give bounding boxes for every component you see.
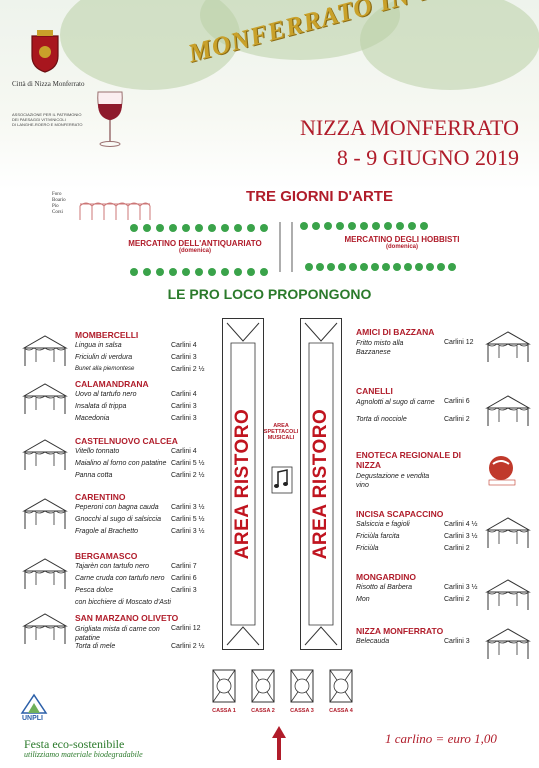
market-stall-dot [169, 268, 177, 276]
market-stall-dot [169, 224, 177, 232]
carlino-exchange: 1 carlino = euro 1,00 [385, 731, 497, 746]
menu-row [75, 516, 215, 528]
dish-price: Carlini 5 ½ [171, 460, 205, 467]
dish-name: Pesca dolce [75, 587, 114, 594]
market-stall-dot [305, 263, 313, 271]
foro-boario-label: Foro Boario Pio Corsi [52, 192, 66, 215]
menu-row [356, 545, 486, 557]
market-stall-dot [316, 263, 324, 271]
gazebo-tent-icon [22, 382, 68, 416]
market-stall-dot [221, 224, 229, 232]
gazebo-tent [485, 394, 531, 433]
city-label: Città di Nizza Monferrato [12, 80, 85, 88]
dish-price: Carlini 3 [444, 638, 470, 645]
place-title: NIZZA MONFERRATO [299, 115, 519, 140]
menu-row [75, 625, 215, 643]
dish-name: Macedonia [75, 415, 110, 422]
cassa-label: CASSA 2 [251, 708, 275, 714]
dish-name: Insalata di trippa [75, 403, 127, 410]
dish-price: Carlini 6 [444, 398, 470, 405]
market-stall-dot [208, 224, 216, 232]
gazebo-tent-icon [485, 578, 531, 612]
dates-title: 8 - 9 GIUGNO 2019 [336, 145, 519, 170]
gazebo-tent-icon [485, 627, 531, 661]
dish-name: Fragole al Brachetto [75, 528, 139, 535]
market-stall-dot [195, 268, 203, 276]
market-stall-dot [426, 263, 434, 271]
market-stall-dot [312, 222, 320, 230]
market-stall-dot [234, 268, 242, 276]
area-ristoro-label: AREA RISTORO [232, 408, 253, 560]
dish-price: Carlini 12 [171, 625, 201, 632]
menu-row [356, 596, 486, 608]
market-stall-dot [360, 222, 368, 230]
stall-name: MONGARDINO [356, 572, 416, 582]
market-stall-dot [336, 222, 344, 230]
dish-name: Maialino al forno con patatine [75, 460, 167, 467]
association-text: ASSOCIAZIONE PER IL PATRIMONIO DEI PAESAGGI VITIVINICOLI DI LANGHE-ROERO E MONFERRATO [12, 112, 83, 127]
dish-name: Lingua in salsa [75, 342, 122, 349]
menu-row [75, 472, 215, 484]
dish-name: Agnolotti al sugo di carne [356, 399, 435, 406]
menu-row [75, 575, 215, 587]
dish-name: Friciulin di verdura [75, 354, 133, 361]
stall-block [75, 330, 215, 378]
market-stall-dot [247, 268, 255, 276]
cassa-booth-icon [248, 668, 278, 704]
wine-glass-icon [90, 90, 130, 150]
menu-row [356, 339, 486, 357]
menu-row [75, 354, 215, 366]
eco-title: Festa eco-sostenibile [24, 737, 125, 751]
dish-name: Salsiccia e fagioli [356, 521, 410, 528]
menu-row [75, 563, 215, 575]
gazebo-tent-icon [22, 334, 68, 368]
market-stall-dot [448, 263, 456, 271]
stall-block [75, 492, 215, 540]
dish-name: Uovo al tartufo nero [75, 391, 137, 398]
market-stall-dot [300, 222, 308, 230]
market-stall-dot [404, 263, 412, 271]
gazebo-tent-icon [22, 497, 68, 531]
pro-loco-title: LE PRO LOCO PROPONGONO [167, 286, 372, 302]
menu-row [75, 587, 215, 599]
market-stall-dot [371, 263, 379, 271]
menu-row [356, 416, 486, 428]
menu-row [356, 638, 486, 650]
stall-block [356, 509, 486, 557]
area-spettacoli-label: AREA SPETTACOLI MUSICALI [263, 423, 299, 441]
stall-name: ENOTECA REGIONALE DI NIZZA [356, 450, 461, 470]
dish-name: Tajarèn con tartufo nero [75, 563, 150, 570]
cassa-booth-icon [209, 668, 239, 704]
dish-price: Carlini 3 [171, 587, 197, 594]
tre-giorni-arte-title: TRE GIORNI D'ARTE [246, 188, 393, 205]
dish-price: Carlini 12 [444, 339, 474, 346]
menu-row [75, 391, 215, 403]
gazebo-tent [22, 557, 68, 596]
dish-name: Risotto al Barbera [356, 584, 413, 591]
market-stall-dot [260, 268, 268, 276]
market-stall-dot [182, 224, 190, 232]
market-stall-dot [234, 224, 242, 232]
market-stall-dot [437, 263, 445, 271]
market-stall-dot [260, 224, 268, 232]
market-divider-lines [276, 222, 296, 272]
stall-block [75, 613, 215, 655]
stall-block [75, 551, 215, 611]
dish-price: Carlini 4 [171, 342, 197, 349]
menu-row [75, 415, 215, 427]
market-stall-dot [393, 263, 401, 271]
menu-row [75, 342, 215, 354]
market-antiquariato-label: MERCATINO DELL'ANTIQUARIATO (domenica) [128, 239, 262, 254]
dish-name: Torta di nocciole [356, 416, 407, 423]
market-stall-dot [156, 224, 164, 232]
dish-price: Carlini 5 ½ [171, 516, 205, 523]
stall-name: CARENTINO [75, 492, 126, 502]
stall-name: BERGAMASCO [75, 551, 138, 561]
menu-row [75, 643, 215, 655]
dish-price: Carlini 3 ½ [444, 584, 478, 591]
stall-block [356, 572, 486, 608]
stall-name: CANELLI [356, 386, 393, 396]
dish-price: Carlini 2 ½ [171, 472, 205, 479]
menu-row [356, 472, 486, 490]
stall-block [75, 436, 215, 484]
dish-name: Mon [356, 596, 370, 603]
stall-block [356, 450, 486, 490]
dish-name: con bicchiere di Moscato d'Asti [75, 599, 171, 606]
dish-price: Carlini 3 [171, 415, 197, 422]
market-stall-dot [143, 268, 151, 276]
dish-price: Carlini 6 [171, 575, 197, 582]
dish-name: Grigliata mista di carne con patatine [75, 626, 160, 642]
market-stall-dot [415, 263, 423, 271]
eco-subtitle: utilizziamo materiale biodegradabile [24, 750, 143, 759]
menu-row [75, 460, 215, 472]
market-stall-dot [208, 268, 216, 276]
dish-price: Carlini 3 ½ [444, 533, 478, 540]
gazebo-tent [485, 578, 531, 617]
dish-name: Belecauda [356, 638, 390, 645]
dish-price: Carlini 3 ½ [171, 504, 205, 511]
stall-name: SAN MARZANO OLIVETO [75, 613, 179, 623]
dish-name: Friciùla farcita [356, 533, 400, 540]
menu-row [356, 584, 486, 596]
gazebo-tent [22, 334, 68, 373]
stall-block [356, 327, 486, 357]
market-stall-dot [182, 268, 190, 276]
dish-price: Carlini 2 ½ [171, 366, 205, 373]
dish-price: Carlini 2 [444, 596, 470, 603]
dish-name: Friciùla [356, 545, 379, 552]
stall-name: CALAMANDRANA [75, 379, 149, 389]
stall-name: CASTELNUOVO CALCEA [75, 436, 178, 446]
market-stall-dot [156, 268, 164, 276]
music-notes-icon [271, 466, 293, 494]
dish-price: Carlini 3 [171, 354, 197, 361]
stall-name: INCISA SCAPACCINO [356, 509, 444, 519]
cassa-label: CASSA 1 [212, 708, 236, 714]
enoteca-logo-icon [485, 454, 519, 486]
dish-price: Carlini 3 ½ [171, 528, 205, 535]
dish-price: Carlini 3 [171, 403, 197, 410]
cassa-label: CASSA 3 [290, 708, 314, 714]
gazebo-tent [22, 612, 68, 651]
stall-block [356, 386, 486, 428]
cassa-label: CASSA 4 [329, 708, 353, 714]
market-stall-dot [420, 222, 428, 230]
market-stall-dot [143, 224, 151, 232]
dish-price: Carlini 4 ½ [444, 521, 478, 528]
menu-row [75, 504, 215, 516]
stall-name: NIZZA MONFERRATO [356, 626, 444, 636]
cassa-booth-icon [287, 668, 317, 704]
entrance-arrow-icon [272, 726, 286, 760]
market-stall-dot [396, 222, 404, 230]
gazebo-tent [485, 330, 531, 369]
market-stall-dot [382, 263, 390, 271]
stall-name: MOMBERCELLI [75, 330, 139, 340]
menu-row [75, 448, 215, 460]
menu-row [356, 398, 486, 416]
market-stall-dot [408, 222, 416, 230]
dish-price: Carlini 4 [171, 448, 197, 455]
cassa-booth-icon [326, 668, 356, 704]
unpli-logo-icon [20, 693, 48, 715]
gazebo-tent-icon [22, 557, 68, 591]
menu-row [75, 403, 215, 415]
area-ristoro-right [300, 318, 342, 650]
market-stall-dot [349, 263, 357, 271]
stall-block [356, 626, 486, 650]
market-stall-dot [221, 268, 229, 276]
dish-name: Carne cruda con tartufo nero [75, 575, 165, 582]
market-stall-dot [195, 224, 203, 232]
gazebo-tent [22, 382, 68, 421]
festival-title: MONFERRATO [185, 0, 377, 69]
market-stall-dot [372, 222, 380, 230]
stall-name: AMICI DI BAZZANA [356, 327, 435, 337]
area-ristoro-label: AREA RISTORO [310, 408, 331, 560]
area-ristoro-left [222, 318, 264, 650]
market-stall-dot [348, 222, 356, 230]
dish-name: Vitello tonnato [75, 448, 120, 455]
gazebo-tent [485, 627, 531, 666]
gazebo-tent-icon [485, 516, 531, 550]
menu-row [75, 599, 215, 611]
dish-price: Carlini 2 [444, 416, 470, 423]
dish-price: Carlini 4 [171, 391, 197, 398]
menu-row [75, 366, 215, 378]
gazebo-tent-icon [485, 330, 531, 364]
dish-name: Gnocchi al sugo di salsiccia [75, 516, 161, 523]
gazebo-tent [22, 438, 68, 477]
stall-block [75, 379, 215, 427]
gazebo-tent [22, 497, 68, 536]
unpli-label: UNPLI [22, 715, 43, 722]
menu-row [356, 533, 486, 545]
market-stall-dot [327, 263, 335, 271]
dish-name: Bunet alla piemontese [75, 366, 135, 372]
market-stall-dot [130, 268, 138, 276]
gazebo-tent-icon [485, 394, 531, 428]
market-stall-dot [360, 263, 368, 271]
dish-name: Peperoni con bagna cauda [75, 504, 159, 511]
dish-price: Carlini 2 [444, 545, 470, 552]
market-hobbisti-label: MERCATINO DEGLI HOBBISTI (domenica) [344, 235, 460, 250]
city-crest-icon [28, 30, 62, 74]
menu-row [356, 521, 486, 533]
dish-name: Panna cotta [75, 472, 113, 479]
dish-name: Fritto misto alla Bazzanese [356, 340, 404, 356]
gazebo-tent-icon [22, 612, 68, 646]
dish-name: Degustazione e vendita vino [356, 473, 430, 489]
market-stall-dot [384, 222, 392, 230]
gazebo-tent [485, 516, 531, 555]
dish-price: Carlini 7 [171, 563, 197, 570]
gazebo-tent-icon [22, 438, 68, 472]
menu-row [75, 528, 215, 540]
market-stall-dot [338, 263, 346, 271]
market-stall-dot [324, 222, 332, 230]
dish-price: Carlini 2 ½ [171, 643, 205, 650]
market-stall-dot [130, 224, 138, 232]
market-stall-dot [247, 224, 255, 232]
dish-name: Torta di mele [75, 643, 116, 650]
